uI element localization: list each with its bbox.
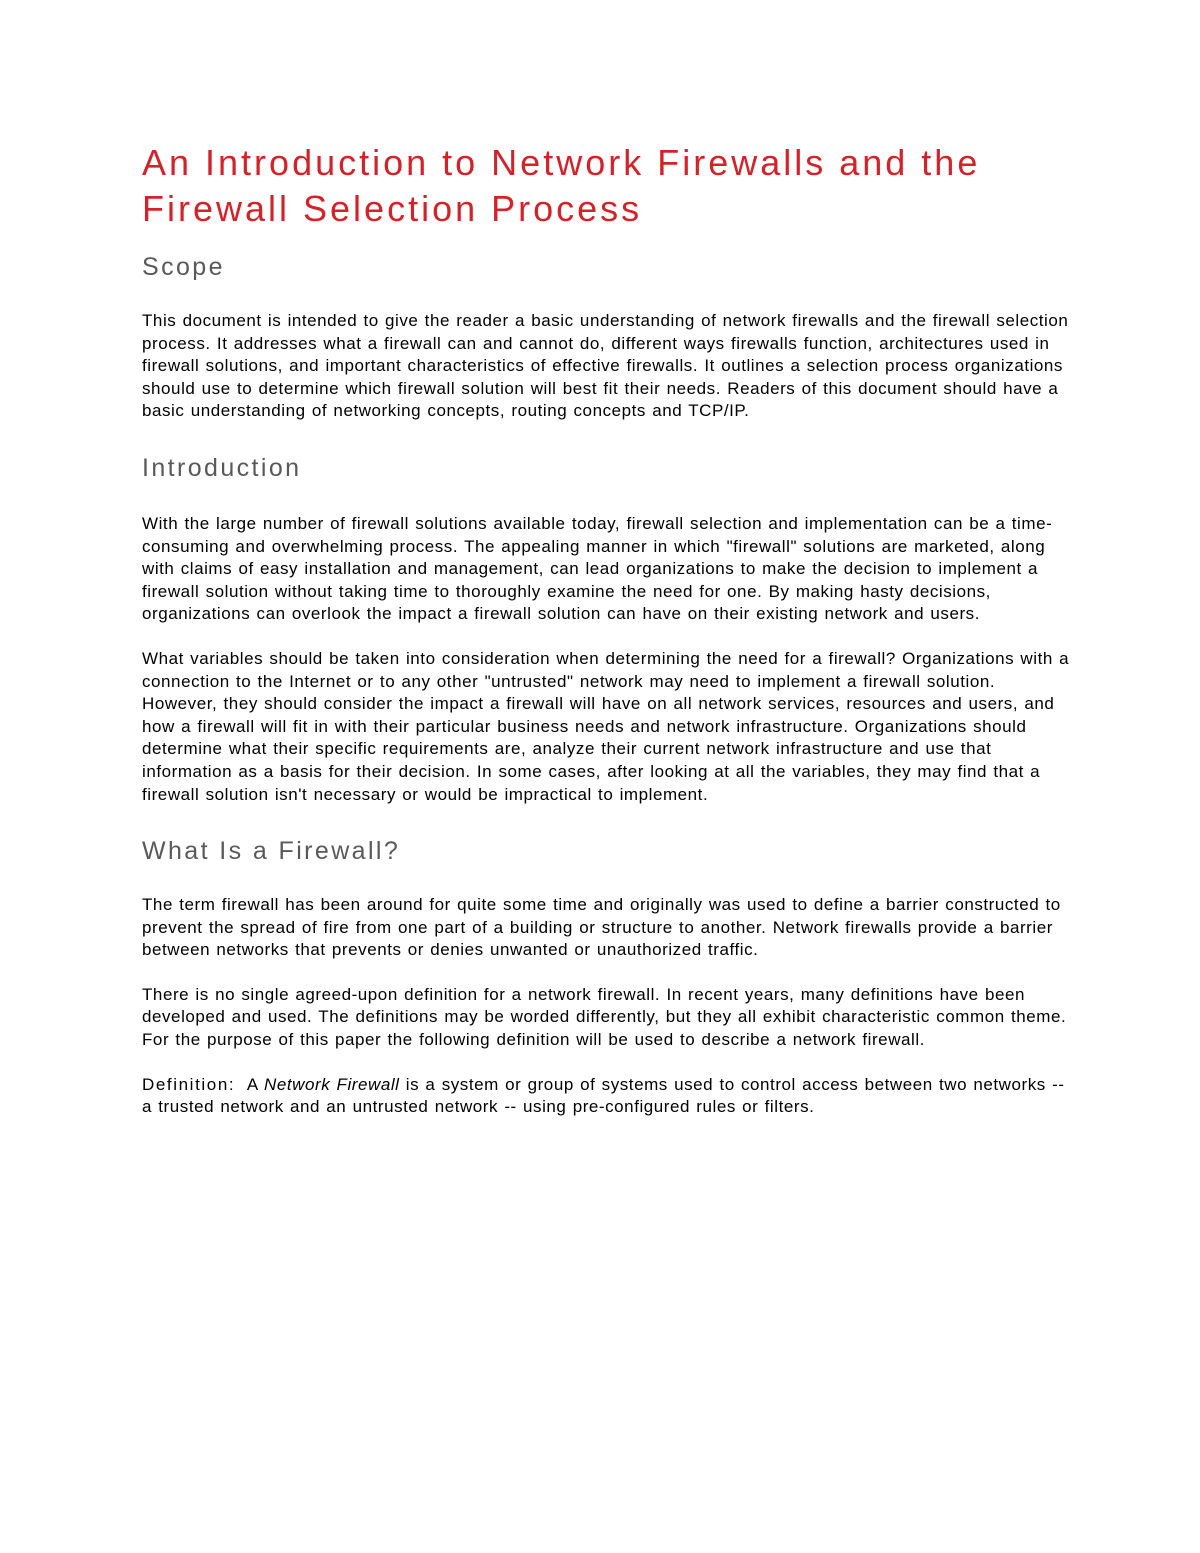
- document-content: [142, 140, 1072, 1119]
- introduction-paragraph-1: With the large number of firewall solutions available today, firewall selection and implementation can be a time-consuming and overwhelming process. The appealing manner in which "firewall" solutions are marketed, along with claims of easy installation and management, can lead organizations to make the decision to implement a firewall solution without taking time to thoroughly examine the need for one. By making hasty decisions, organizations can overlook the impact a firewall solution can have on their existing network and users.: [142, 513, 1053, 624]
- firewall-paragraph-1: The term firewall has been around for quite some time and originally was used to define a barrier constructed to prevent the spread of fire from one part of a building or structure to another. Network firewalls provide a barrier between networks that prevents or denies unwanted or unauthorized traffic.: [142, 895, 1061, 960]
- definition-term: Network Firewall: [264, 1074, 400, 1094]
- definition-label: Definition:: [142, 1074, 236, 1094]
- section-heading-scope: Scope: [142, 253, 225, 281]
- introduction-paragraph-2: What variables should be taken into consideration when determining the need for a firewall? Organizations with a connection to the Internet or to any other "untrusted" network may need to implement a firewall solution. However, they should consider the impact a firewall will have on all network services, resources and users, and how a firewall will fit in with their particular business needs and network infrastructure. Organizations should determine what their specific requirements are, analyze their current network infrastructure and use that information as a basis for their decision. In some cases, after looking at all the variables, they may find that a firewall solution isn't necessary or would be impractical to implement.: [142, 648, 1070, 804]
- section-heading-introduction: Introduction: [142, 453, 302, 482]
- firewall-paragraph-2: There is no single agreed-upon definition for a network firewall. In recent years, many definitions have been developed and used. The definitions may be worded differently, but they all exhibit characteristic common theme. For the purpose of this paper the following definition will be used to describe a network firewall.: [142, 984, 1067, 1050]
- document-title: An Introduction to Network Firewalls and the Firewall Selection Process: [142, 142, 981, 229]
- definition-paragraph: [142, 1074, 1072, 1119]
- section-heading-what-is-a-firewall: What Is a Firewall?: [142, 837, 401, 866]
- scope-paragraph: This document is intended to give the reader a basic understanding of network firewalls and the firewall selection process. It addresses what a firewall can and cannot do, different ways firewalls function, architectures used in firewall solutions, and important characteristics of effective firewalls. It outlines a selection process organizations should use to determine which firewall solution will best fit their needs. Readers of this document should have a basic understanding of networking concepts, routing concepts and TCP/IP.: [142, 311, 1069, 421]
- definition-text: is a system or group of systems used to control access between two networks -- a trusted network and an untrusted network -- using pre-configured rules or filters.: [142, 1074, 1065, 1117]
- definition-lead: A: [246, 1074, 258, 1094]
